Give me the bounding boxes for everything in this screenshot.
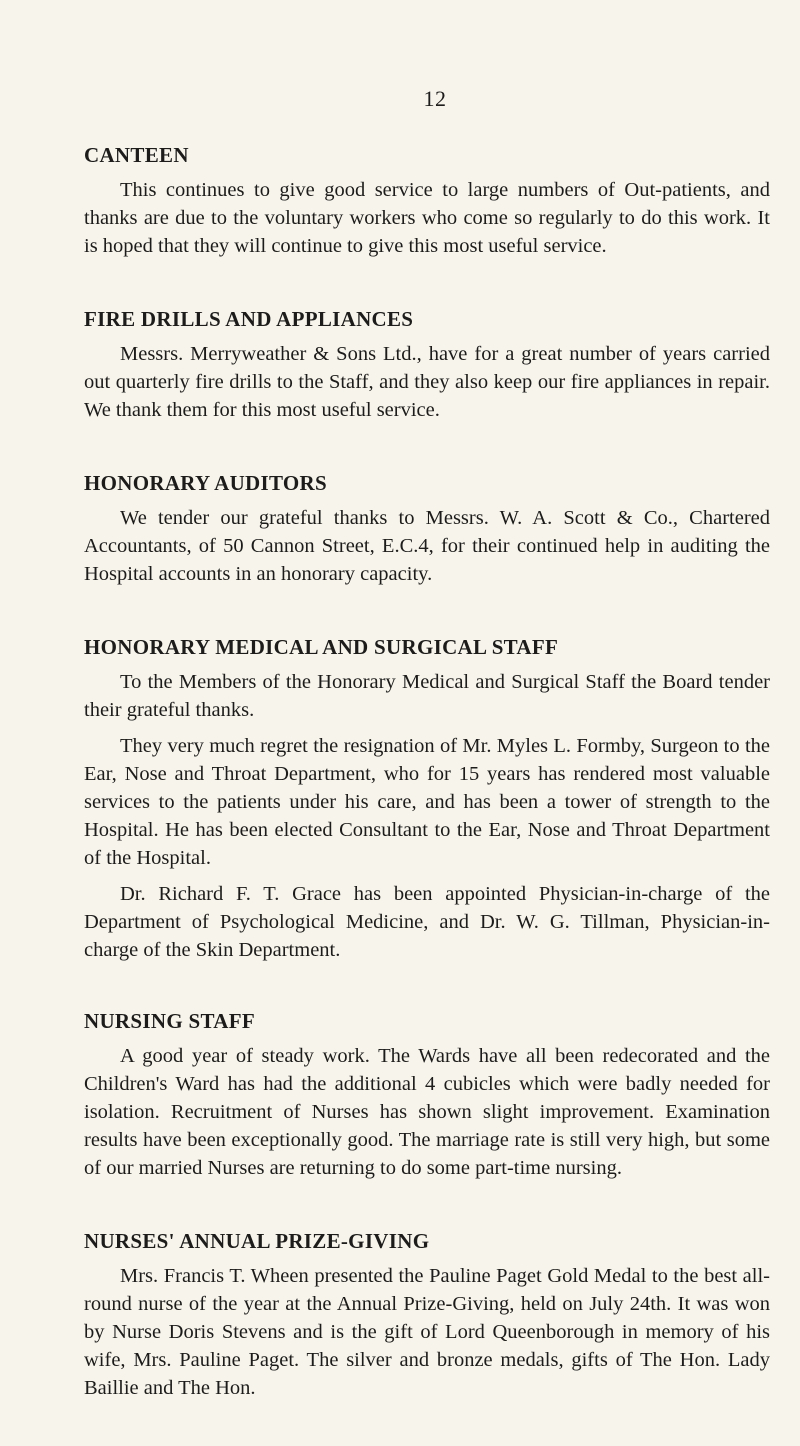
section-nurses-prize-giving bbox=[84, 1226, 770, 1402]
section-heading: FIRE DRILLS AND APPLIANCES bbox=[84, 307, 414, 331]
section-paragraph: Mrs. Francis T. Wheen presented the Pauline Paget Gold Medal to the best all-round nurse of the year at the Annual Prize-Giving, held on July 24th. It was won by Nurse Doris Stevens and is the gift of Lord Queenborough in memory of his wife, Mrs. Pauline Paget. The silver and bronze medals, gifts of The Hon. Lady Baillie and The Hon. bbox=[84, 1265, 770, 1399]
section-paragraph: This continues to give good service to large numbers of Out-patients, and thanks are due to the voluntary workers who come so regularly to do this work. It is hoped that they will continue to give this most useful service. bbox=[84, 179, 770, 257]
section-paragraph: Messrs. Merryweather & Sons Ltd., have for a great number of years carried out quarterly fire drills to the Staff, and they also keep our fire appliances in repair. We thank them for this most useful service. bbox=[84, 343, 770, 421]
section-heading: HONORARY MEDICAL AND SURGICAL STAFF bbox=[84, 635, 559, 659]
section-heading: CANTEEN bbox=[84, 143, 189, 167]
section-paragraph: We tender our grateful thanks to Messrs. W. A. Scott & Co., Chartered Accountants, of 50 Cannon Street, E.C.4, for their continued help in auditing the Hospital accounts in an honorary capacity. bbox=[84, 507, 770, 585]
section-heading: HONORARY AUDITORS bbox=[84, 471, 327, 495]
section-honorary-auditors bbox=[84, 468, 770, 588]
section-paragraph: To the Members of the Honorary Medical and Surgical Staff the Board tender their grateful thanks. bbox=[84, 671, 770, 721]
section-honorary-medical-staff bbox=[84, 632, 770, 964]
section-paragraph: Dr. Richard F. T. Grace has been appointed Physician-in-charge of the Department of Psychological Medicine, and Dr. W. G. Tillman, Physician-in-charge of the Skin Department. bbox=[84, 883, 770, 961]
section-fire-drills bbox=[84, 304, 770, 424]
page-content bbox=[84, 140, 770, 1446]
section-paragraph: A good year of steady work. The Wards have all been redecorated and the Children's Ward has had the additional 4 cubicles which were badly needed for isolation. Recruitment of Nurses has shown slight improvement. Examination results have been exceptionally good. The marriage rate is still very high, but some of our married Nurses are returning to do some part-time nursing. bbox=[84, 1045, 770, 1179]
page-number: 12 bbox=[423, 86, 447, 111]
section-heading: NURSES' ANNUAL PRIZE-GIVING bbox=[84, 1229, 430, 1253]
section-nursing-staff bbox=[84, 1006, 770, 1182]
section-paragraph: They very much regret the resignation of Mr. Myles L. Formby, Surgeon to the Ear, Nose and Throat Department, who for 15 years has rendered most valuable services to the patients under his care, and has been a tower of strength to the Hospital. He has been elected Consultant to the Ear, Nose and Throat Department of the Hospital. bbox=[84, 735, 770, 869]
section-canteen bbox=[84, 140, 770, 260]
section-heading: NURSING STAFF bbox=[84, 1009, 255, 1033]
